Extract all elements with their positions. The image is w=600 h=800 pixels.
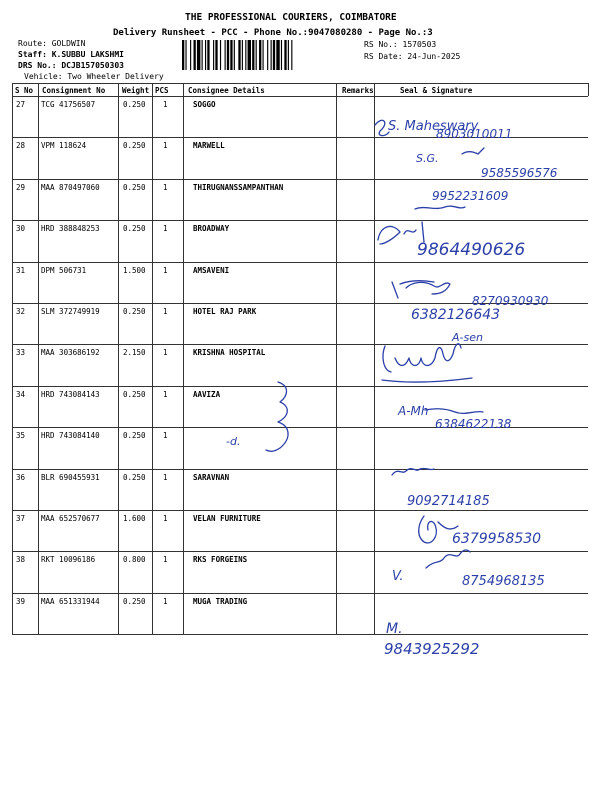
row-weight: 0.800 (123, 555, 146, 564)
row-sno: 39 (16, 597, 26, 606)
hw-39-phone: 9843925292 (384, 640, 480, 658)
signature-36-stroke (392, 468, 434, 475)
drs-label: DRS No.: DCJB157050303 (18, 61, 124, 70)
hw-30-phone: 9864490626 (417, 240, 526, 260)
row-pcs: 1 (163, 224, 168, 233)
row-consignment: HRD 388848253 (41, 224, 100, 233)
row-pcs: 1 (163, 141, 168, 150)
row-consignment: MAA 303686192 (41, 348, 100, 357)
hw-34-phone: 6384622138 (435, 417, 512, 431)
row-sno: 36 (16, 473, 26, 482)
col-pcs: PCS (155, 86, 169, 95)
row-consignment: MAA 870497060 (41, 183, 100, 192)
col-seal: Seal & Signature (400, 86, 473, 95)
row-consignment: MAA 652570677 (41, 514, 100, 523)
row-consignee: KRISHNA HOSPITAL (193, 348, 266, 357)
row-weight: 1.500 (123, 266, 146, 275)
row-sno: 29 (16, 183, 26, 192)
row-sno: 34 (16, 390, 26, 399)
document-title: THE PROFESSIONAL COURIERS, COIMBATORE (185, 12, 397, 23)
row-consignment: DPM 506731 (41, 266, 87, 275)
row-consignment: TCG 41756507 (41, 100, 96, 109)
hw-27-name: S. Maheswary (388, 119, 479, 134)
col-consignment: Consignment No (42, 86, 106, 95)
row-weight: 1.600 (123, 514, 146, 523)
row-pcs: 1 (163, 431, 168, 440)
hw-37-phone: 6379958530 (452, 531, 542, 547)
hw-35-mark: -d. (226, 435, 241, 448)
hw-31-phone: 8270930930 (472, 294, 549, 308)
col-remarks: Remarks (342, 86, 374, 95)
row-weight: 2.150 (123, 348, 146, 357)
document-subtitle: Delivery Runsheet - PCC - Phone No.:9047080280 - Page No.:3 (113, 28, 433, 38)
signature-33-stroke (383, 344, 461, 372)
hw-32-phone: 6382126643 (411, 307, 501, 323)
signature-38-stroke (426, 550, 470, 568)
row-consignee: HOTEL RAJ PARK (193, 307, 257, 316)
row-weight: 0.250 (123, 141, 146, 150)
row-weight: 0.250 (123, 431, 146, 440)
row-consignment: BLR 690455931 (41, 473, 100, 482)
row-weight: 0.250 (123, 183, 146, 192)
rs-number: RS No.: 1570503 (364, 40, 437, 49)
row-weight: 0.250 (123, 390, 146, 399)
row-consignee: BROADWAY (193, 224, 230, 233)
row-consignment: SLM 372749919 (41, 307, 100, 316)
signature-31-stroke (392, 281, 450, 298)
row-pcs: 1 (163, 555, 168, 564)
rs-date: RS Date: 24-Jun-2025 (364, 52, 461, 61)
row-consignee: RKS FORGEINS (193, 555, 248, 564)
col-sno: S No (15, 86, 34, 95)
hw-29-phone: 9952231609 (432, 189, 509, 203)
hw-38-phone: 8754968135 (462, 574, 545, 589)
col-consignee: Consignee Details (188, 86, 265, 95)
row-pcs: 1 (163, 473, 168, 482)
hw-27-phone: 8903010011 (436, 127, 513, 141)
row-sno: 31 (16, 266, 26, 275)
row-pcs: 1 (163, 307, 168, 316)
row-consignee: VELAN FURNITURE (193, 514, 261, 523)
route-label: Route: GOLDWIN (18, 39, 86, 48)
hw-34-name: A-Mh (398, 404, 429, 418)
row-consignee: AMSAVENI (193, 266, 230, 275)
row-consignee: SARAVNAN (193, 473, 230, 482)
row-pcs: 1 (163, 100, 168, 109)
row-weight: 0.250 (123, 473, 146, 482)
row-pcs: 1 (163, 348, 168, 357)
hw-32-name: A-sen (452, 331, 483, 344)
row-consignment: RKT 10096186 (41, 555, 96, 564)
row-pcs: 1 (163, 514, 168, 523)
row-sno: 27 (16, 100, 26, 109)
row-consignment: MAA 651331944 (41, 597, 100, 606)
hw-28-phone: 9585596576 (481, 166, 558, 180)
col-weight: Weight (122, 86, 150, 95)
row-pcs: 1 (163, 597, 168, 606)
hw-39-name: M. (386, 621, 403, 637)
row-pcs: 1 (163, 390, 168, 399)
row-consignee: SOGGO (193, 100, 216, 109)
row-consignee: THIRUGNANSSAMPANTHAN (193, 183, 284, 192)
row-weight: 0.250 (123, 224, 146, 233)
signature-34-stroke (425, 409, 483, 414)
row-consignment: HRD 743084143 (41, 390, 100, 399)
row-sno: 32 (16, 307, 26, 316)
row-pcs: 1 (163, 266, 168, 275)
row-consignee: MUGA TRADING (193, 597, 248, 606)
row-sno: 38 (16, 555, 26, 564)
signature-27-stroke (375, 120, 389, 135)
signature-33-underline (382, 378, 472, 382)
hw-36-phone: 9092714185 (407, 494, 490, 509)
row-sno: 35 (16, 431, 26, 440)
row-consignee: MARWELL (193, 141, 225, 150)
hw-28-name: S.G. (416, 152, 439, 165)
row-consignment: VPM 118624 (41, 141, 87, 150)
row-weight: 0.250 (123, 597, 146, 606)
row-sno: 33 (16, 348, 26, 357)
row-pcs: 1 (163, 183, 168, 192)
signature-29-stroke (415, 206, 465, 209)
staff-label: Staff: K.SUBBU LAKSHMI (18, 50, 124, 59)
signature-28-stroke (462, 148, 484, 154)
row-sno: 28 (16, 141, 26, 150)
row-sno: 37 (16, 514, 26, 523)
row-consignee: AAVIZA (193, 390, 221, 399)
row-weight: 0.250 (123, 100, 146, 109)
row-weight: 0.250 (123, 307, 146, 316)
row-sno: 30 (16, 224, 26, 233)
hw-38-name: V. (392, 569, 404, 584)
signature-34-bracket (266, 382, 288, 451)
vehicle-label: Vehicle: Two Wheeler Delivery (24, 72, 164, 81)
row-consignment: HRD 743084140 (41, 431, 100, 440)
